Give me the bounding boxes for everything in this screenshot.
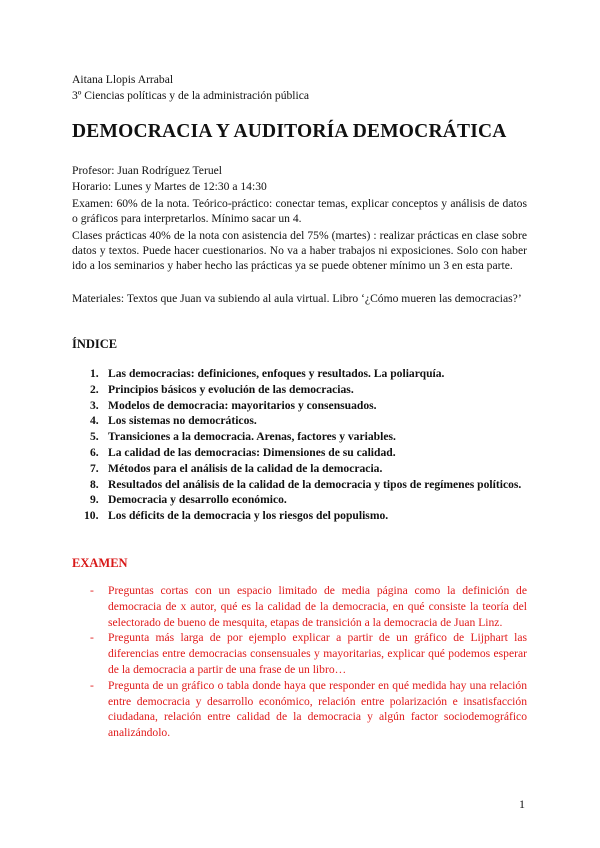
horario-line: Horario: Lunes y Martes de 12:30 a 14:30 bbox=[72, 180, 267, 193]
examen-list bbox=[90, 583, 527, 741]
indice-item: 6. La calidad de las democracias: Dimensiones de su calidad. bbox=[90, 445, 396, 459]
indice-item: 1. Las democracias: definiciones, enfoques y resultados. La poliarquía. bbox=[90, 367, 445, 380]
indice-heading: ÍNDICE bbox=[72, 337, 118, 351]
indice-item: 9. Democracia y desarrollo económico. bbox=[90, 493, 287, 507]
profesor-line: Profesor: Juan Rodríguez Teruel bbox=[72, 164, 222, 177]
indice-item: 10. Los déficits de la democracia y los riesgos del populismo. bbox=[84, 509, 389, 523]
indice-item: 7. Métodos para el análisis de la calidad de la democracia. bbox=[90, 461, 383, 475]
course-name: 3º Ciencias políticas y de la administración pública bbox=[72, 89, 310, 102]
examen-item: - Pregunta de un gráfico o tabla donde haya que responder en qué medida hay una relación entre democracia y desarrollo económico, relación entre polarización e insatisfacción ciudadana, relación entre calidad de la democracia y algún factor sociodemográfico analizándolo. bbox=[90, 678, 527, 740]
indice-item: 5. Transiciones a la democracia. Arenas, factores y variables. bbox=[90, 430, 396, 444]
materiales-info: Materiales: Textos que Juan va subiendo al aula virtual. Libro ‘¿Cómo mueren las democracias?’ bbox=[72, 292, 522, 305]
author-name: Aitana Llopis Arrabal bbox=[72, 73, 174, 86]
indice-item: 4. Los sistemas no democráticos. bbox=[90, 414, 257, 428]
examen-info: Examen: 60% de la nota. Teórico-práctico: conectar temas, explicar conceptos y análisis de datos o gráficos para interpretarlos. Mínimo sacar un 4. bbox=[72, 197, 527, 225]
document-title: DEMOCRACIA Y AUDITORÍA DEMOCRÁTICA bbox=[72, 121, 507, 142]
indice-list bbox=[84, 366, 528, 524]
indice-item: 3. Modelos de democracia: mayoritarios y consensuados. bbox=[90, 398, 377, 412]
clases-info: Clases prácticas 40% de la nota con asistencia del 75% (martes) : realizar prácticas en clase sobre datos y textos. Puede hacer cuestionarios. No va a haber trabajos ni exposiciones. Solo con haber ido a los seminarios y haber hecho las prácticas ya se puede obtener mínimo un 3 en esta parte. bbox=[72, 229, 527, 272]
indice-item: 2. Principios básicos y evolución de las democracias. bbox=[90, 382, 354, 396]
examen-heading: EXAMEN bbox=[72, 556, 128, 570]
examen-item: - Preguntas cortas con un espacio limitado de media página como la definición de democracia de x autor, qué es la calidad de la democracia, en qué consiste la teoría del selectorado de bueno de mesquita, etapas de transición a la democracia de Juan Linz. bbox=[90, 584, 527, 629]
page-number: 1 bbox=[519, 797, 525, 811]
examen-item: - Pregunta más larga de por ejemplo explicar a partir de un gráfico de Lijphart las diferencias entre democracias consensuales y mayoritarias, explicar qué podemos esperar de la democracia a partir de una frase de un libro… bbox=[90, 631, 527, 676]
indice-item: 8. Resultados del análisis de la calidad de la democracia y tipos de regímenes políticos. bbox=[90, 477, 522, 491]
